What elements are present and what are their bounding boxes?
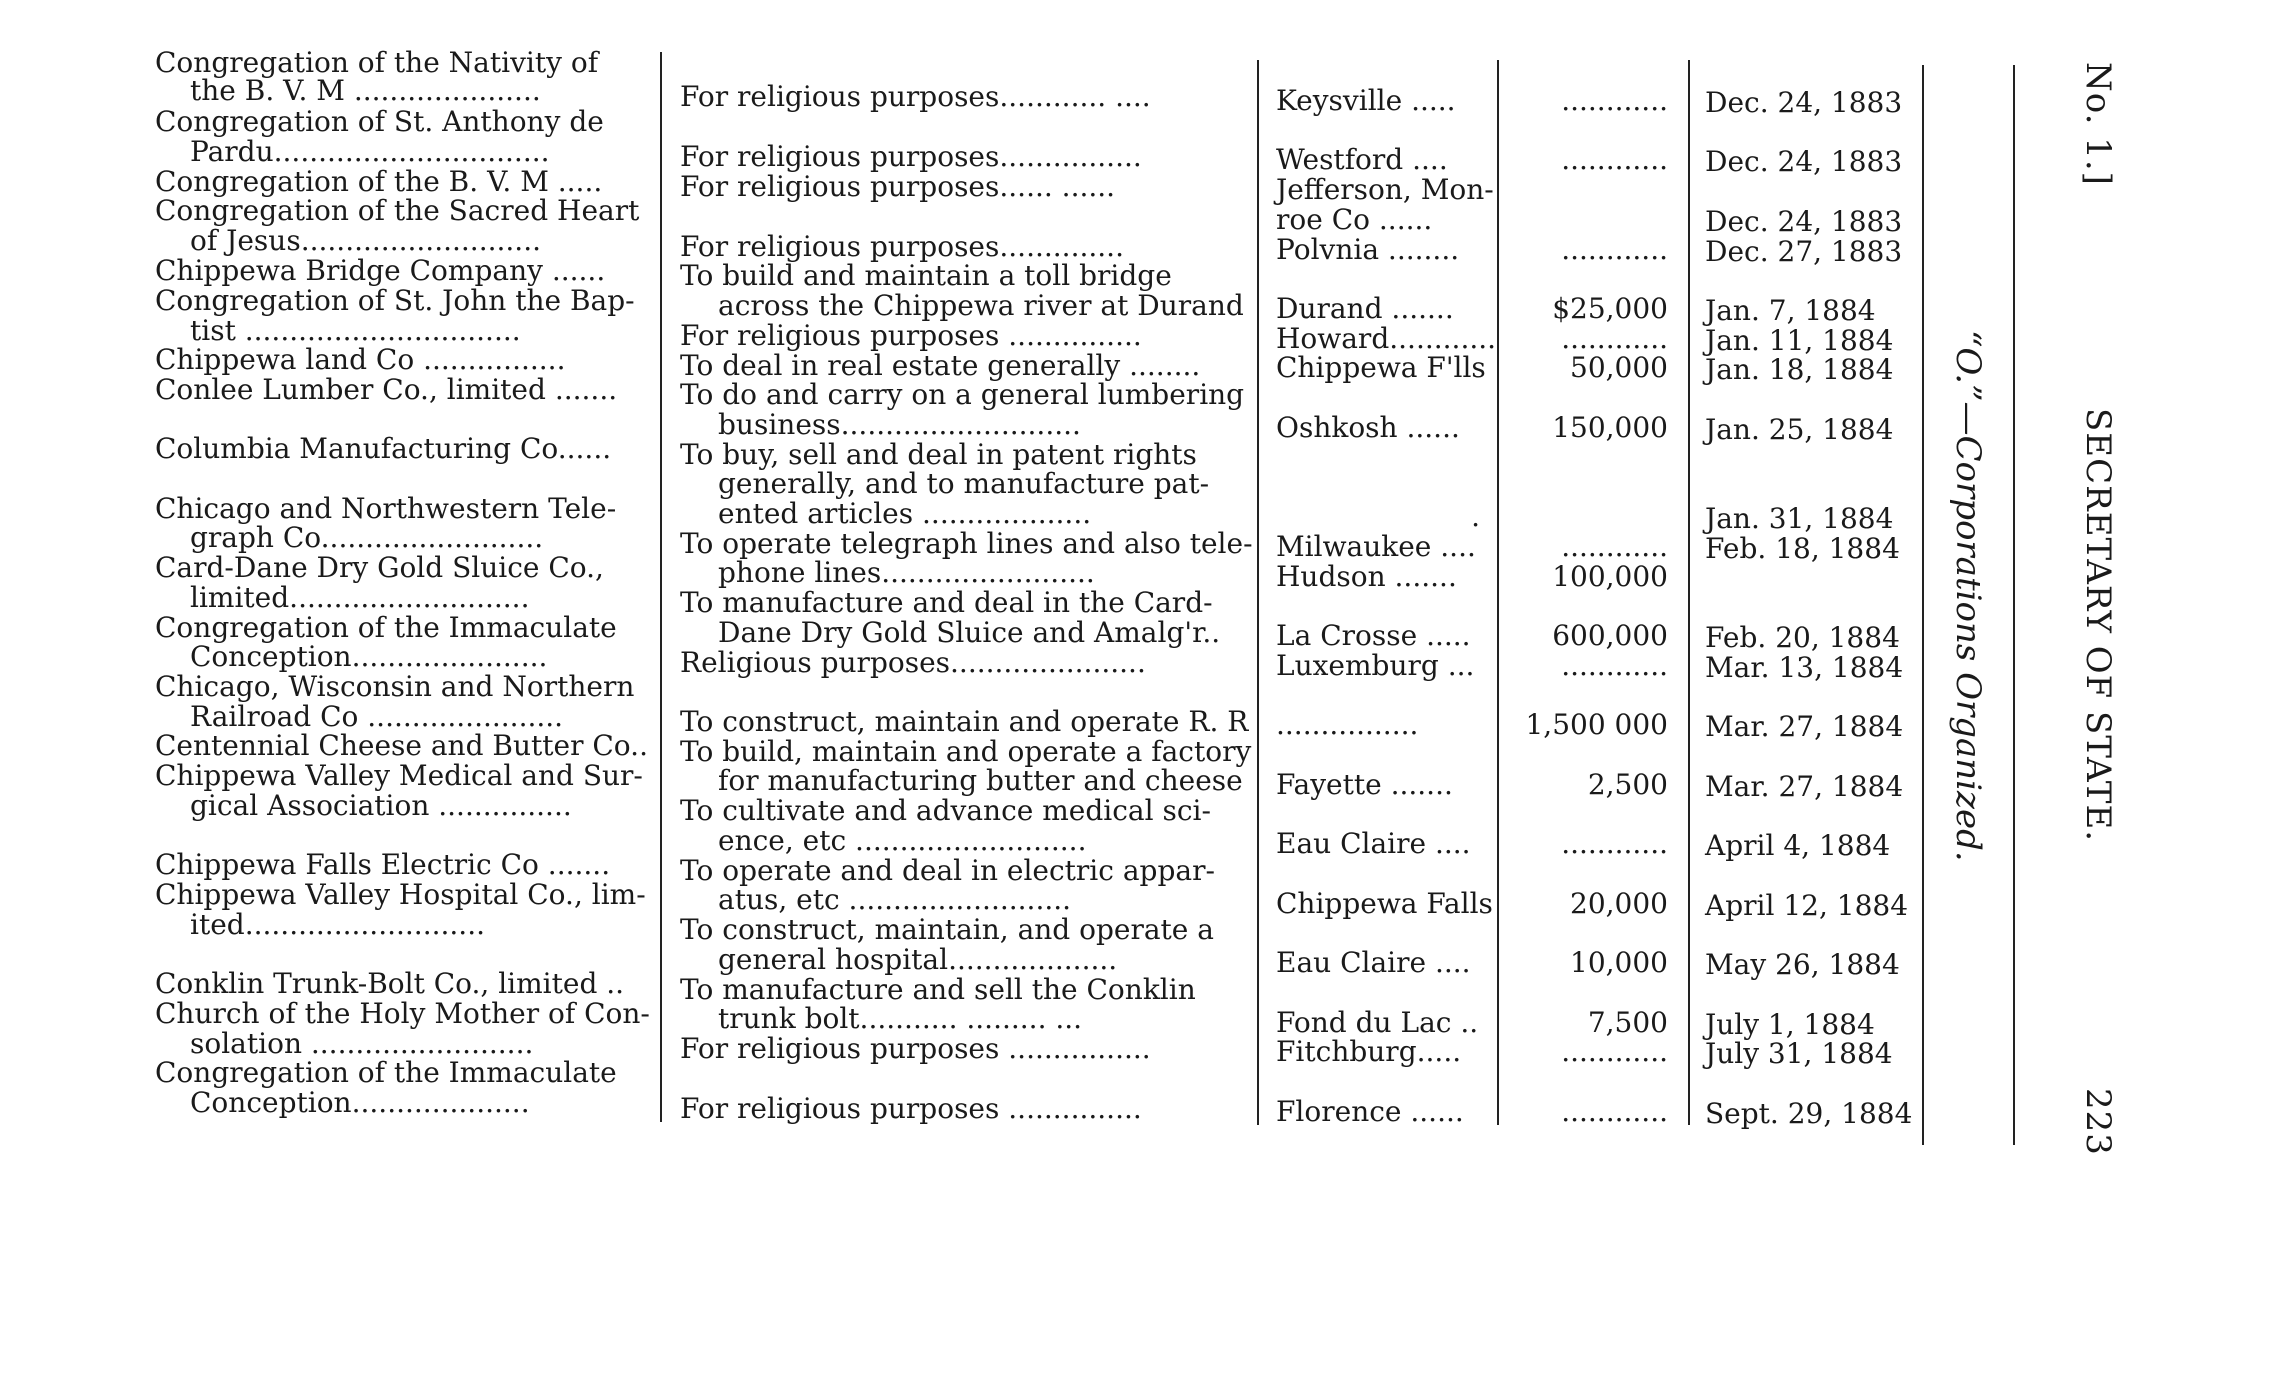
entry-name: Conklin Trunk-Bolt Co., limited ..: [155, 967, 625, 1000]
entry-name: limited...........................: [190, 581, 530, 614]
section-title: “O.”—Corporations Organized.: [1948, 330, 1988, 862]
entry-place: Oshkosh ......: [1276, 411, 1460, 444]
entry-name: Church of the Holy Mother of Con-: [155, 997, 650, 1030]
running-head-department: SECRETARY OF STATE.: [2078, 408, 2118, 843]
entry-capital: ............: [1561, 1095, 1668, 1128]
entry-purpose: Religious purposes......................: [680, 646, 1146, 679]
entry-name: Congregation of St. Anthony de: [155, 105, 604, 138]
entry-purpose: atus, etc .........................: [718, 883, 1072, 916]
entry-capital: 1,500 000: [1525, 708, 1668, 741]
entry-capital: ............: [1561, 1035, 1668, 1068]
entry-place: Keysville .....: [1276, 84, 1456, 117]
entry-purpose: phone lines........................: [718, 556, 1095, 589]
entry-capital: ............: [1561, 233, 1668, 266]
entry-name: Conception......................: [190, 640, 548, 673]
entry-purpose: generally, and to manufacture pat-: [718, 467, 1210, 500]
entry-purpose: To deal in real estate generally ........: [680, 349, 1201, 382]
entry-name: Congregation of the Immaculate: [155, 1056, 617, 1089]
entry-purpose: general hospital...................: [718, 943, 1118, 976]
entry-name: Pardu...............................: [190, 135, 550, 168]
entry-capital: ............: [1561, 143, 1668, 176]
entry-date: Mar. 13, 1884: [1705, 651, 1904, 684]
entry-capital: 10,000: [1570, 946, 1668, 979]
entry-place: La Crosse .....: [1276, 619, 1471, 652]
entry-date: Jan. 25, 1884: [1705, 413, 1894, 446]
entry-purpose: To construct, maintain and operate R. R: [680, 705, 1249, 738]
entry-date: Feb. 20, 1884: [1705, 621, 1900, 654]
entry-name: Congregation of the Sacred Heart: [155, 194, 640, 227]
entry-name: Columbia Manufacturing Co......: [155, 432, 612, 465]
entry-capital: 150,000: [1552, 411, 1668, 444]
entry-purpose: To cultivate and advance medical sci-: [680, 794, 1211, 827]
entry-name: solation .........................: [190, 1027, 534, 1060]
entry-purpose: To manufacture and sell the Conklin: [680, 973, 1196, 1006]
entry-purpose: ence, etc ..........................: [718, 824, 1087, 857]
entry-date: Jan. 18, 1884: [1705, 353, 1894, 386]
column-rule-2: [1257, 60, 1259, 1125]
entry-place: Luxemburg ...: [1276, 649, 1475, 682]
column-rule-3: [1497, 60, 1499, 1125]
column-rule-4: [1688, 60, 1690, 1125]
entry-place: Fayette .......: [1276, 768, 1453, 801]
entry-name: Congregation of the Immaculate: [155, 611, 617, 644]
entry-date: Dec. 27, 1883: [1705, 235, 1903, 268]
entry-purpose: business...........................: [718, 408, 1081, 441]
entry-name: Chippewa Falls Electric Co .......: [155, 848, 611, 881]
entry-date: Dec. 24, 1883: [1705, 145, 1903, 178]
entry-date: May 26, 1884: [1705, 948, 1900, 981]
entry-place: roe Co ......: [1276, 203, 1433, 236]
entry-capital: 600,000: [1552, 619, 1668, 652]
entry-place: Chippewa F'lls: [1276, 351, 1486, 384]
entry-place: Milwaukee ....: [1276, 530, 1476, 563]
entry-capital: 2,500: [1587, 768, 1668, 801]
entry-capital: ............: [1561, 322, 1668, 355]
entry-name: Railroad Co ......................: [190, 700, 564, 733]
entry-date: July 31, 1884: [1705, 1037, 1893, 1070]
entry-purpose: For religious purposes ...............: [680, 319, 1142, 352]
entry-name: the B. V. M .....................: [190, 74, 541, 107]
entry-purpose: For religious purposes...... ......: [680, 170, 1116, 203]
entry-name: graph Co.........................: [190, 521, 544, 554]
entry-capital: ............: [1561, 530, 1668, 563]
entry-purpose: for manufacturing butter and cheese: [718, 764, 1243, 797]
entry-name: ited...........................: [190, 908, 486, 941]
entry-date: Mar. 27, 1884: [1705, 770, 1904, 803]
entry-purpose: For religious purposes ................: [680, 1032, 1151, 1065]
entry-date: Feb. 18, 1884: [1705, 532, 1900, 565]
entry-capital: 50,000: [1570, 351, 1668, 384]
entry-name: Conception....................: [190, 1086, 530, 1119]
entry-place: Fitchburg.....: [1276, 1035, 1462, 1068]
page-number: 223: [2078, 1088, 2118, 1156]
entry-purpose: For religious purposes ...............: [680, 1092, 1142, 1125]
entry-place: Fond du Lac ..: [1276, 1006, 1479, 1039]
entry-name: Chippewa Valley Medical and Sur-: [155, 759, 643, 792]
entry-name: Conlee Lumber Co., limited .......: [155, 373, 618, 406]
entry-place: Florence ......: [1276, 1095, 1464, 1128]
entry-capital: ............: [1561, 649, 1668, 682]
entry-purpose: ented articles ...................: [718, 497, 1092, 530]
entry-name: Card-Dane Dry Gold Sluice Co.,: [155, 551, 604, 584]
entry-purpose: trunk bolt........... ......... ...: [718, 1002, 1083, 1035]
entry-place: Eau Claire ....: [1276, 946, 1471, 979]
entry-purpose: For religious purposes..............: [680, 230, 1124, 263]
entry-name: gical Association ...............: [190, 789, 572, 822]
entry-purpose: For religious purposes................: [680, 140, 1142, 173]
entry-purpose: To buy, sell and deal in patent rights: [680, 438, 1197, 471]
column-rule-1: [660, 52, 662, 1122]
entry-place: Howard............: [1276, 322, 1497, 355]
entry-name: of Jesus...........................: [190, 224, 541, 257]
entry-date: Jan. 11, 1884: [1705, 324, 1894, 357]
column-rule-5: [1922, 65, 1924, 1145]
entry-capital: 100,000: [1552, 560, 1668, 593]
entry-place: Westford ....: [1276, 143, 1448, 176]
entry-capital: 7,500: [1587, 1006, 1668, 1039]
entry-date: Mar. 27, 1884: [1705, 710, 1904, 743]
entry-name: Congregation of the B. V. M .....: [155, 165, 603, 198]
entry-place: Chippewa Falls: [1276, 887, 1493, 920]
entry-date: April 4, 1884: [1705, 829, 1891, 862]
entry-name: Chippewa land Co ................: [155, 343, 566, 376]
column-rule-6: [2013, 65, 2015, 1145]
entry-purpose: To manufacture and deal in the Card-: [680, 586, 1213, 619]
entry-capital: 20,000: [1570, 887, 1668, 920]
entry-date: Dec. 24, 1883: [1705, 205, 1903, 238]
entry-purpose: To build, maintain and operate a factory: [680, 735, 1252, 768]
entry-purpose: across the Chippewa river at Durand: [718, 289, 1244, 322]
entry-purpose: To operate telegraph lines and also tele-: [680, 527, 1253, 560]
entry-date: July 1, 1884: [1705, 1008, 1875, 1041]
entry-name: Chippewa Bridge Company ......: [155, 254, 606, 287]
entry-date: Dec. 24, 1883: [1705, 86, 1903, 119]
entry-place: Hudson .......: [1276, 560, 1457, 593]
entry-date: Sept. 29, 1884: [1705, 1097, 1913, 1130]
entry-purpose: Dane Dry Gold Sluice and Amalg'r..: [718, 616, 1221, 649]
entry-name: Chippewa Valley Hospital Co., lim-: [155, 878, 646, 911]
entry-name: Centennial Cheese and Butter Co..: [155, 729, 648, 762]
entry-capital: .: [1471, 500, 1480, 533]
entry-place: Durand .......: [1276, 292, 1454, 325]
entry-date: Jan. 7, 1884: [1705, 294, 1876, 327]
entry-name: Chicago, Wisconsin and Northern: [155, 670, 635, 703]
entry-place: Jefferson, Mon-: [1276, 173, 1494, 206]
entry-place: Polvnia ........: [1276, 233, 1460, 266]
entry-purpose: For religious purposes............ ....: [680, 80, 1151, 113]
entry-capital: ............: [1561, 827, 1668, 860]
entry-purpose: To do and carry on a general lumbering: [680, 378, 1245, 411]
entry-purpose: To construct, maintain, and operate a: [680, 913, 1214, 946]
entry-date: Jan. 31, 1884: [1705, 502, 1894, 535]
entry-name: Chicago and Northwestern Tele-: [155, 492, 617, 525]
entry-place: ................: [1276, 708, 1419, 741]
entry-place: Eau Claire ....: [1276, 827, 1471, 860]
entry-name: Congregation of St. John the Bap-: [155, 284, 635, 317]
entry-name: tist ...............................: [190, 314, 521, 347]
doc-number: No. 1.]: [2078, 62, 2118, 186]
entry-purpose: To build and maintain a toll bridge: [680, 259, 1172, 292]
entry-purpose: To operate and deal in electric appar-: [680, 854, 1215, 887]
entry-capital: $25,000: [1552, 292, 1668, 325]
entry-name: Congregation of the Nativity of: [155, 46, 599, 79]
entry-date: April 12, 1884: [1705, 889, 1909, 922]
entry-capital: ............: [1561, 84, 1668, 117]
